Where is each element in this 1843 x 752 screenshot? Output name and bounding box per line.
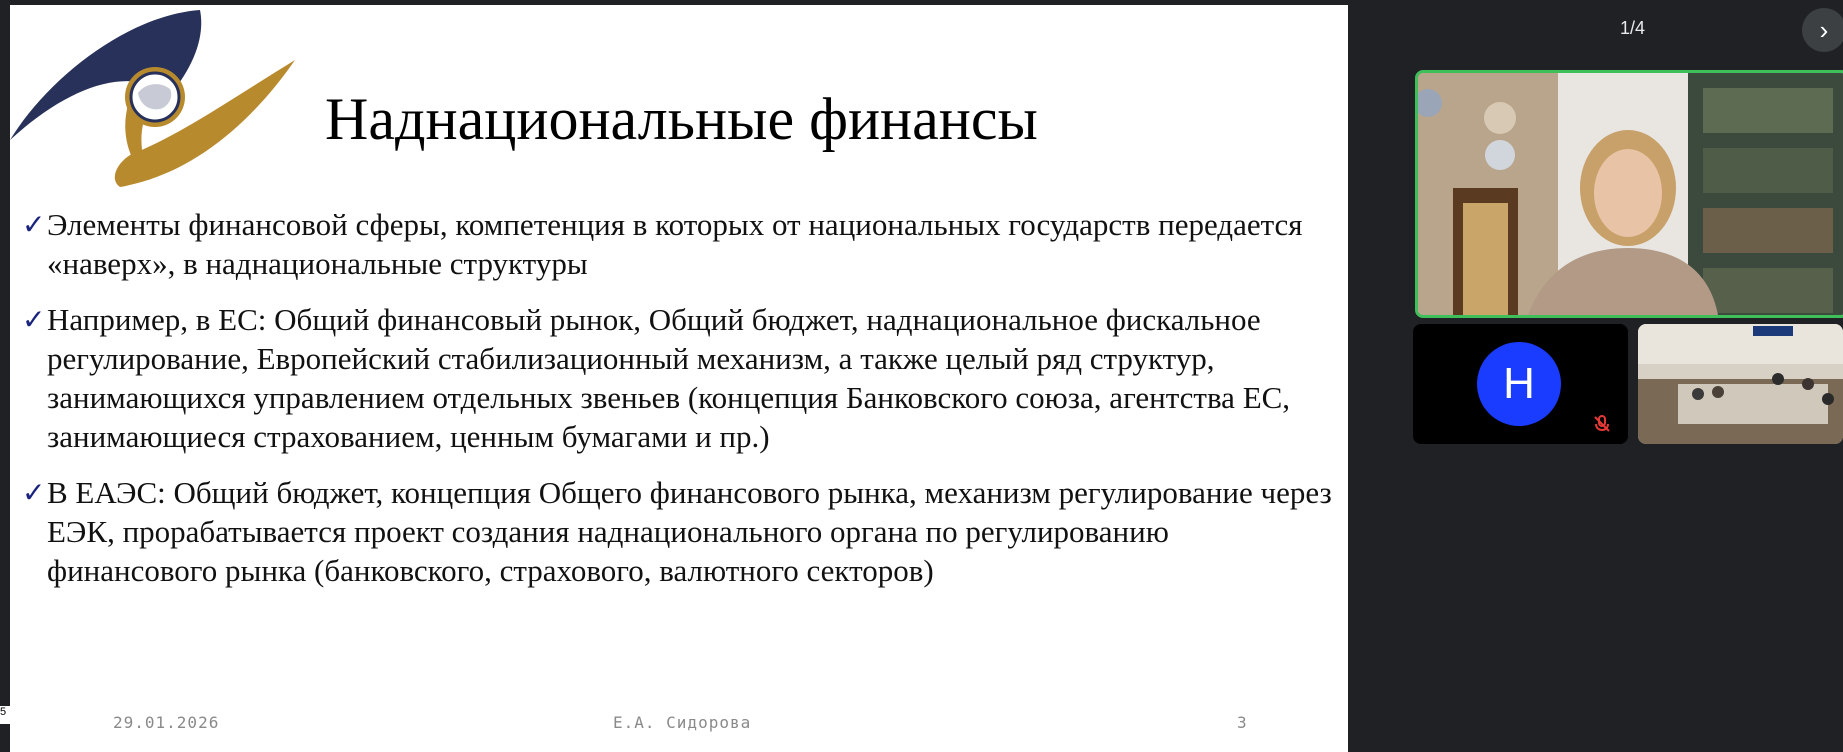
bullet-text: В ЕАЭС: Общий бюджет, концепция Общего финансового рынка, механизм регулирование через ЕЭК, прорабатывается проект создания наднационального органа по регулированию финансового рынка (банковского, страхового, валютного секторов) — [47, 475, 1332, 588]
check-icon: ✓ — [22, 303, 46, 336]
footer-page-number: 3 — [1237, 713, 1248, 732]
check-icon: ✓ — [22, 476, 46, 509]
bullet-list — [22, 205, 1342, 607]
participant-video-speaker[interactable] — [1415, 70, 1843, 318]
bullet-item — [22, 300, 1342, 456]
edge-mark: 5 — [0, 706, 10, 724]
speaker-video-frame — [1418, 73, 1843, 315]
footer-date: 29.01.2026 — [113, 713, 220, 732]
eaeu-logo — [10, 5, 295, 190]
participant-video-room[interactable] — [1638, 324, 1843, 444]
mic-off-icon — [1592, 414, 1612, 434]
next-page-button[interactable] — [1802, 8, 1843, 52]
footer-author: Е.А. Сидорова — [613, 713, 752, 732]
chevron-right-icon: › — [1819, 15, 1829, 45]
room-video-frame — [1638, 324, 1843, 444]
page-counter: 1/4 — [1620, 18, 1646, 38]
participant-tile[interactable] — [1413, 324, 1628, 444]
presentation-slide — [10, 5, 1348, 752]
slide-title: Наднациональные финансы — [325, 86, 1038, 152]
bullet-item — [22, 205, 1342, 283]
bullet-text: Например, в ЕС: Общий финансовый рынок, Общий бюджет, наднациональное фискальное регулирование, Европейский стабилизационный механизм, а также целый ряд структур, занимающихся управлением отдельных звеньев (концепция Банковского союза, агентства ЕС, занимающиеся страхованием, ценным бумагами и пр.) — [47, 302, 1291, 454]
avatar: H — [1477, 342, 1561, 426]
bullet-item — [22, 473, 1342, 590]
bullet-text: Элементы финансовой сферы, компетенция в которых от национальных государств передается «наверх», в наднациональные структуры — [47, 207, 1303, 281]
check-icon: ✓ — [22, 208, 46, 241]
